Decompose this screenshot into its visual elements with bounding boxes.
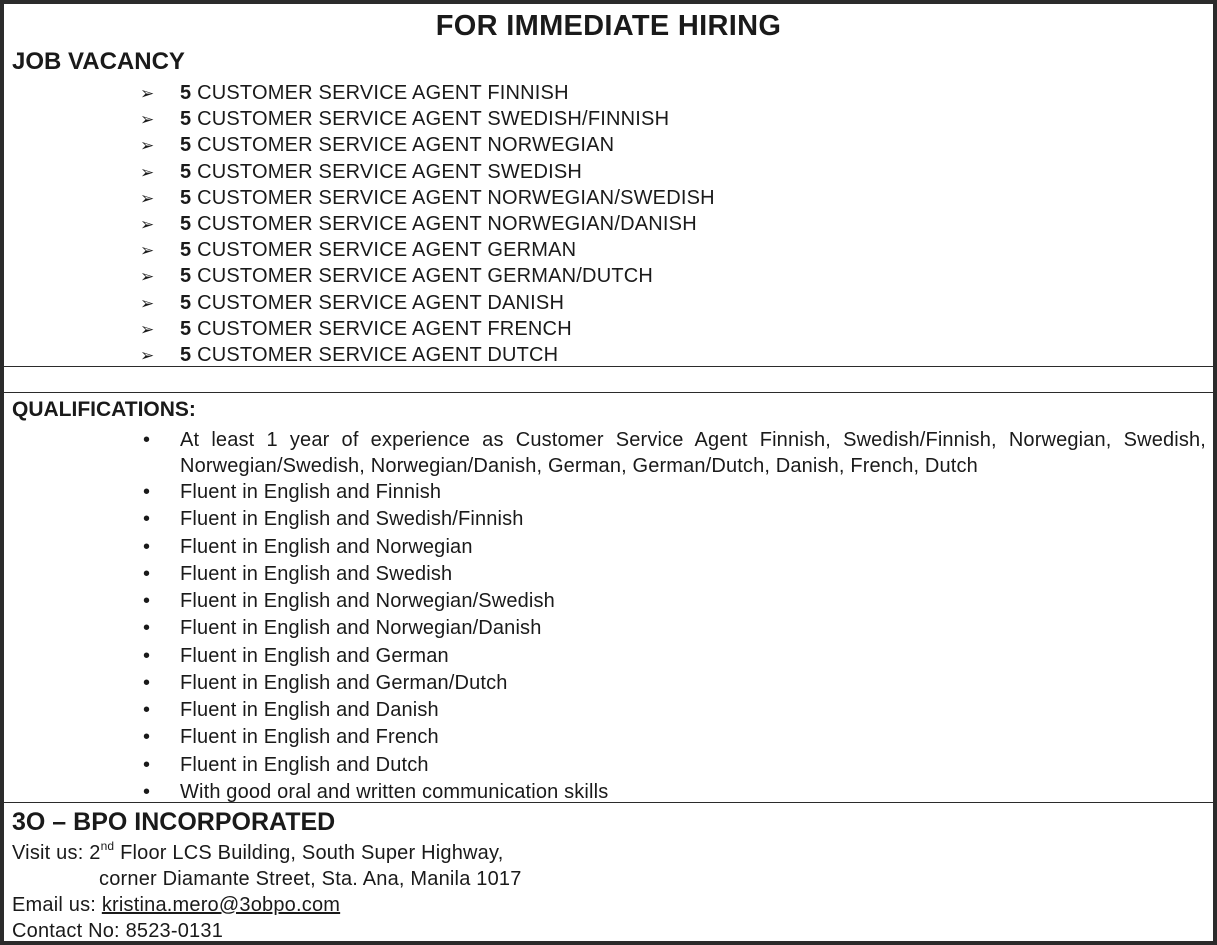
qualification-experience: At least 1 year of experience as Customer Service Agent Finnish, Swedish/Finnish, Norwegian, Swedish, Norwegian/Swedish, Norwegian/Danish, German, German/Dutch, Danish, French, Dutch: [180, 429, 1206, 477]
arrow-bullet-icon: ➢: [140, 293, 155, 313]
page-title: FOR IMMEDIATE HIRING: [435, 10, 782, 42]
bullet-icon: •: [143, 508, 151, 531]
bullet-icon: •: [143, 780, 151, 803]
qualification-text: Fluent in English and Swedish: [180, 562, 453, 585]
vacancy-count: 5: [180, 108, 192, 131]
vacancy-position: CUSTOMER SERVICE AGENT GERMAN/DUTCH: [197, 265, 654, 288]
arrow-bullet-icon: ➢: [140, 188, 155, 208]
qualification-text: Fluent in English and Swedish/Finnish: [180, 508, 524, 531]
address-rest: Floor LCS Building, South Super Highway,: [114, 842, 504, 864]
qualification-item: [140, 699, 439, 722]
vacancy-item: [140, 82, 569, 105]
vacancy-position: CUSTOMER SERVICE AGENT DANISH: [197, 291, 565, 314]
arrow-bullet-icon: ➢: [140, 346, 155, 365]
job-vacancy-heading: JOB VACANCY: [12, 48, 185, 75]
qualification-item: [140, 754, 429, 777]
qualification-text: Fluent in English and Norwegian: [180, 535, 473, 558]
vacancy-item: [140, 213, 697, 236]
email-link[interactable]: kristina.mero@3obpo.com: [101, 894, 341, 916]
qualification-item: [140, 726, 439, 749]
email-row: [12, 894, 340, 917]
vacancy-item: [140, 239, 576, 262]
qualification-text: With good oral and written communication skills: [180, 780, 609, 803]
arrow-bullet-icon: ➢: [140, 241, 155, 261]
vacancy-count: 5: [180, 239, 192, 262]
qualification-text: Fluent in English and Norwegian/Swedish: [180, 590, 555, 612]
vacancy-count: 5: [180, 317, 192, 340]
qualification-item: [140, 781, 608, 804]
qualifications-heading: QUALIFICATIONS:: [12, 398, 196, 421]
vacancy-count: 5: [180, 82, 192, 104]
arrow-bullet-icon: ➢: [140, 110, 155, 130]
bullet-icon: •: [143, 726, 151, 749]
arrow-bullet-icon: ➢: [140, 319, 155, 339]
bullet-icon: •: [143, 699, 151, 721]
floor-suffix: nd: [100, 839, 115, 853]
vacancy-count: 5: [180, 134, 192, 157]
qualification-item: [140, 672, 508, 695]
vacancy-item: [140, 187, 715, 210]
bullet-icon: •: [143, 671, 151, 694]
qualification-text: Fluent in English and Dutch: [180, 753, 429, 776]
contact-number: 8523-0131: [125, 920, 224, 942]
bullet-icon: •: [143, 753, 151, 776]
arrow-bullet-icon: ➢: [140, 215, 155, 234]
vacancy-position: CUSTOMER SERVICE AGENT GERMAN: [197, 239, 577, 262]
qualification-text: Fluent in English and French: [180, 726, 439, 749]
vacancy-count: 5: [180, 291, 192, 314]
qualification-text: Fluent in English and German: [180, 644, 449, 667]
vacancy-position: CUSTOMER SERVICE AGENT SWEDISH: [197, 160, 583, 183]
qualification-item: [140, 590, 555, 613]
bullet-icon: •: [143, 562, 151, 585]
address-line-1: [12, 839, 504, 865]
vacancy-position: CUSTOMER SERVICE AGENT NORWEGIAN/SWEDISH: [197, 186, 715, 209]
vacancy-position: CUSTOMER SERVICE AGENT DUTCH: [197, 344, 559, 366]
qualification-text: Fluent in English and Danish: [180, 699, 439, 721]
section-divider: [4, 802, 1213, 803]
vacancy-item: [140, 292, 564, 315]
qualification-text: Fluent in English and German/Dutch: [180, 671, 508, 694]
vacancy-count: 5: [180, 160, 192, 183]
qualification-text: Fluent in English and Finnish: [180, 481, 442, 503]
vacancy-position: CUSTOMER SERVICE AGENT FINNISH: [197, 82, 569, 104]
visit-label: Visit us:: [12, 842, 84, 864]
section-divider: [4, 366, 1213, 367]
vacancy-count: 5: [180, 186, 192, 209]
bullet-icon: •: [143, 590, 151, 612]
qualification-text: Fluent in English and Norwegian/Danish: [180, 617, 542, 640]
vacancy-count: 5: [180, 344, 192, 366]
qualification-item: [140, 536, 473, 559]
vacancy-item: [140, 344, 558, 367]
email-label: Email us:: [12, 894, 97, 916]
company-name: 3O – BPO INCORPORATED: [12, 808, 336, 836]
floor-number: 2: [89, 842, 101, 864]
qualification-item: [140, 563, 452, 586]
vacancy-item: [140, 318, 572, 341]
qualification-item: [140, 617, 541, 640]
bullet-icon: •: [143, 429, 151, 451]
vacancy-count: 5: [180, 213, 192, 235]
qualification-item: [140, 508, 524, 531]
bullet-icon: •: [143, 644, 151, 667]
arrow-bullet-icon: ➢: [140, 136, 155, 156]
vacancy-item: [140, 265, 653, 288]
contact-row: [12, 920, 223, 943]
arrow-bullet-icon: ➢: [140, 267, 155, 287]
vacancy-item: [140, 134, 614, 157]
vacancy-position: CUSTOMER SERVICE AGENT NORWEGIAN: [197, 134, 615, 157]
address-line-2: corner Diamante Street, Sta. Ana, Manila 1017: [99, 868, 522, 890]
bullet-icon: •: [143, 617, 151, 640]
arrow-bullet-icon: ➢: [140, 162, 155, 182]
vacancy-position: CUSTOMER SERVICE AGENT SWEDISH/FINNISH: [197, 108, 670, 131]
vacancy-item: [140, 161, 582, 184]
vacancy-count: 5: [180, 265, 192, 288]
arrow-bullet-icon: ➢: [140, 84, 155, 103]
qualification-item: [140, 481, 441, 504]
qualification-item: [140, 645, 449, 668]
vacancy-position: CUSTOMER SERVICE AGENT NORWEGIAN/DANISH: [197, 213, 697, 235]
section-divider: [4, 392, 1213, 393]
bullet-icon: •: [143, 481, 151, 503]
contact-label: Contact No:: [12, 920, 120, 942]
vacancy-position: CUSTOMER SERVICE AGENT FRENCH: [197, 317, 572, 340]
bullet-icon: •: [143, 535, 151, 558]
vacancy-item: [140, 108, 669, 131]
